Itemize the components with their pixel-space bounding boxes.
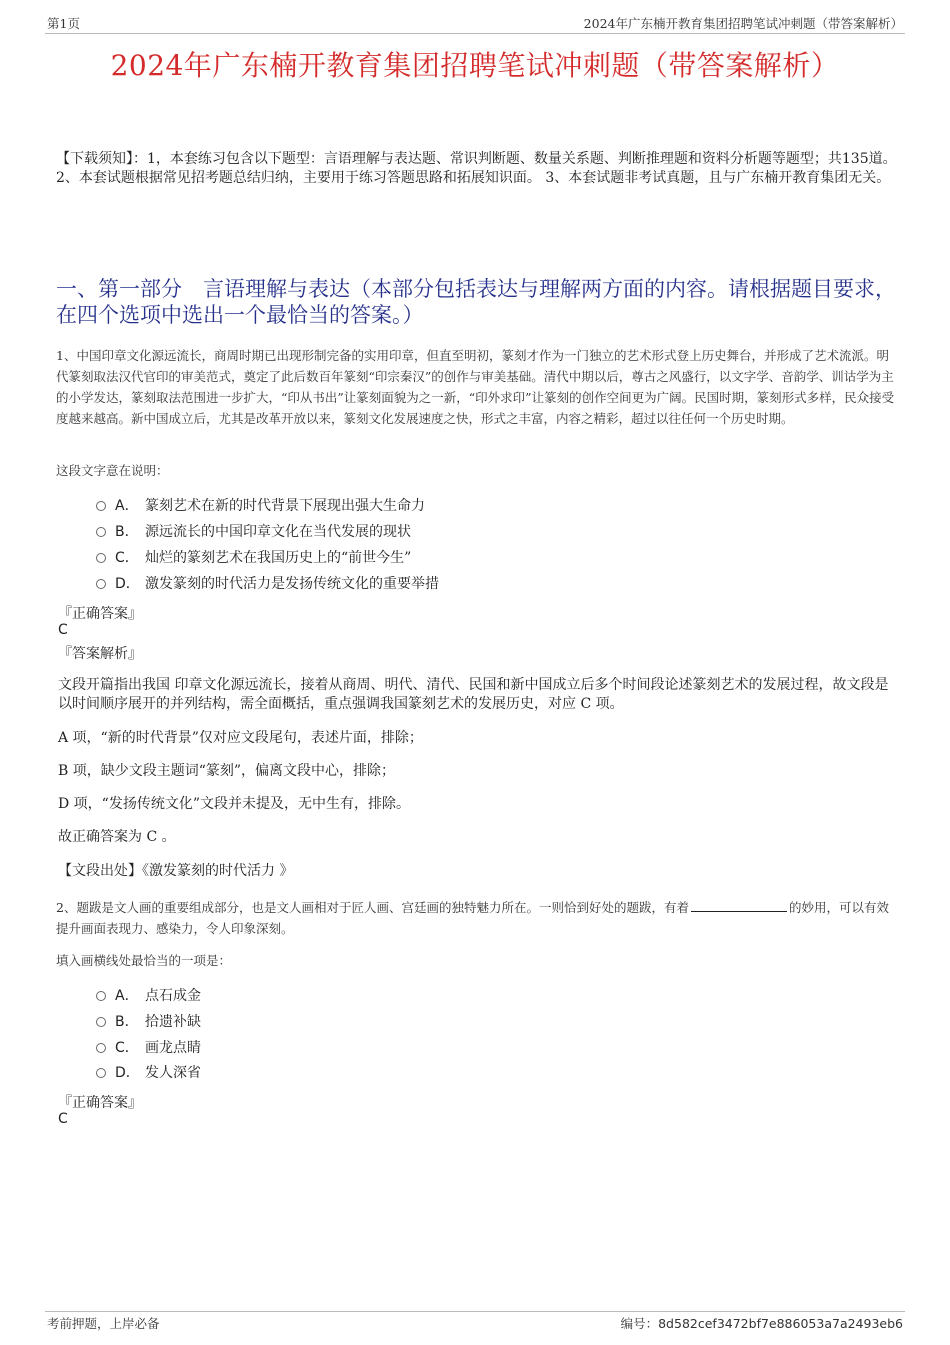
- radio-icon[interactable]: [96, 553, 106, 563]
- q1-option-d[interactable]: [96, 574, 439, 594]
- option-letter: B．: [115, 524, 139, 540]
- question-1-text: 1、中国印章文化源远流长，商周时期已出现形制完备的实用印章，但直至明初，篆刻才作为一门独立的艺术形式登上历史舞台，并形成了艺术流派。明代篆刻取法汉代官印的审美范式，奠定了此后数百年篆刻“印宗秦汉”的创作与审美基础。清代中期以后，尊古之风盛行，以文字学、音韵学、训诂学为主的小学发达，篆刻取法范围进一步扩大，“印从书出”让篆刻面貌为之一新，“印外求印”让篆刻的创作空间更为广阔。民国时期，篆刻形式多样，民众接受度越来越高。新中国成立后，尤其是改革开放以来，篆刻文化发展速度之快，形式之丰富，内容之精彩，超过以往任何一个历史时期。: [56, 348, 895, 426]
- option-letter: D．: [115, 576, 140, 592]
- header-divider: [45, 33, 905, 34]
- option-text: 画龙点睛: [145, 1040, 201, 1056]
- radio-icon[interactable]: [96, 527, 106, 537]
- radio-icon[interactable]: [96, 1043, 106, 1053]
- q1-option-c[interactable]: [96, 548, 411, 568]
- q1-analysis-conclusion: 故正确答案为 C 。: [58, 829, 176, 845]
- radio-icon[interactable]: [96, 501, 106, 511]
- q1-analysis-label: 『答案解析』: [58, 646, 142, 662]
- footer-slogan: 考前押题，上岸必备: [47, 1316, 160, 1331]
- q1-source: 【文段出处】《激发篆刻的时代活力 》: [58, 863, 294, 879]
- code-label: 编号：: [620, 1316, 659, 1331]
- q1-analysis-a: A 项，“新的时代背景”仅对应文段尾句，表述片面，排除；: [58, 730, 423, 746]
- q2-answer: C: [58, 1111, 68, 1127]
- option-text: 发人深省: [145, 1065, 201, 1081]
- q1-analysis-b: B 项，缺少文段主题词“篆刻”，偏离文段中心，排除；: [58, 763, 396, 779]
- option-text: 灿烂的篆刻艺术在我国历史上的“前世今生”: [145, 550, 412, 566]
- question-2-prompt: 填入画横线处最恰当的一项是：: [56, 953, 232, 968]
- q2-text-before: 2、题跋是文人画的重要组成部分，也是文人画相对于匠人画、宫廷画的独特魅力所在。一则恰到好处的题跋，有着: [56, 900, 689, 915]
- q1-answer: C: [58, 622, 68, 638]
- option-text: 拾遗补缺: [145, 1014, 201, 1030]
- q2-text-after: 的妙用，可以有效提升画面表现力、感染力，令人印象深刻。: [56, 900, 889, 936]
- option-letter: B．: [115, 1014, 139, 1030]
- footer-code: [621, 1314, 903, 1332]
- q2-option-a[interactable]: [96, 986, 201, 1006]
- fill-blank: [691, 911, 787, 912]
- question-2-text: [56, 897, 901, 939]
- page-number: 第1页: [47, 16, 80, 31]
- q1-analysis-summary: 文段开篇指出我国 印章文化源远流长，接着从商周、明代、清代、民国和新中国成立后多个时间段论述篆刻艺术的发展过程，故文段是以时间顺序展开的并列结构，需全面概括，重点强调我国篆刻艺术的发展历史，对应 C 项。: [58, 677, 889, 712]
- q1-analysis-d: D 项，“发扬传统文化”文段并未提及，无中生有，排除。: [58, 796, 410, 812]
- footer-divider: [45, 1311, 905, 1312]
- q2-option-b[interactable]: [96, 1012, 201, 1032]
- q1-option-a[interactable]: [96, 496, 425, 516]
- option-text: 点石成金: [145, 988, 201, 1004]
- q2-option-d[interactable]: [96, 1063, 201, 1083]
- download-notice: 【下载须知】：1，本套练习包含以下题型：言语理解与表达题、常识判断题、数量关系题、判断推理题和资料分析题等题型；共135道。 2、本套试题根据常见招考题总结归纳，主要用于练习答题思路和拓展知识面。 3、本套试题非考试真题，且与广东楠开教育集团无关。: [56, 151, 897, 186]
- radio-icon[interactable]: [96, 1017, 106, 1027]
- q2-option-c[interactable]: [96, 1038, 201, 1058]
- page-title: 2024年广东楠开教育集团招聘笔试冲刺题（带答案解析）: [110, 49, 840, 82]
- radio-icon[interactable]: [96, 991, 106, 1001]
- q2-answer-label: 『正确答案』: [58, 1095, 142, 1111]
- header-doc-title: 2024年广东楠开教育集团招聘笔试冲刺题（带答案解析）: [583, 16, 903, 31]
- option-text: 激发篆刻的时代活力是发扬传统文化的重要举措: [145, 576, 439, 592]
- question-1-prompt: 这段文字意在说明：: [56, 463, 169, 478]
- option-letter: D．: [115, 1065, 140, 1081]
- q1-option-b[interactable]: [96, 522, 411, 542]
- option-letter: A．: [115, 988, 139, 1004]
- q1-answer-label: 『正确答案』: [58, 606, 142, 622]
- option-letter: C．: [115, 550, 139, 566]
- code-value: 8d582cef3472bf7e886053a7a2493eb6: [658, 1316, 903, 1331]
- radio-icon[interactable]: [96, 579, 106, 589]
- option-letter: C．: [115, 1040, 139, 1056]
- section-heading: 一、第一部分 言语理解与表达（本部分包括表达与理解两方面的内容。请根据题目要求，在四个选项中选出一个最恰当的答案。）: [56, 277, 896, 327]
- option-text: 篆刻艺术在新的时代背景下展现出强大生命力: [145, 498, 425, 514]
- option-text: 源远流长的中国印章文化在当代发展的现状: [145, 524, 411, 540]
- option-letter: A．: [115, 498, 139, 514]
- radio-icon[interactable]: [96, 1068, 106, 1078]
